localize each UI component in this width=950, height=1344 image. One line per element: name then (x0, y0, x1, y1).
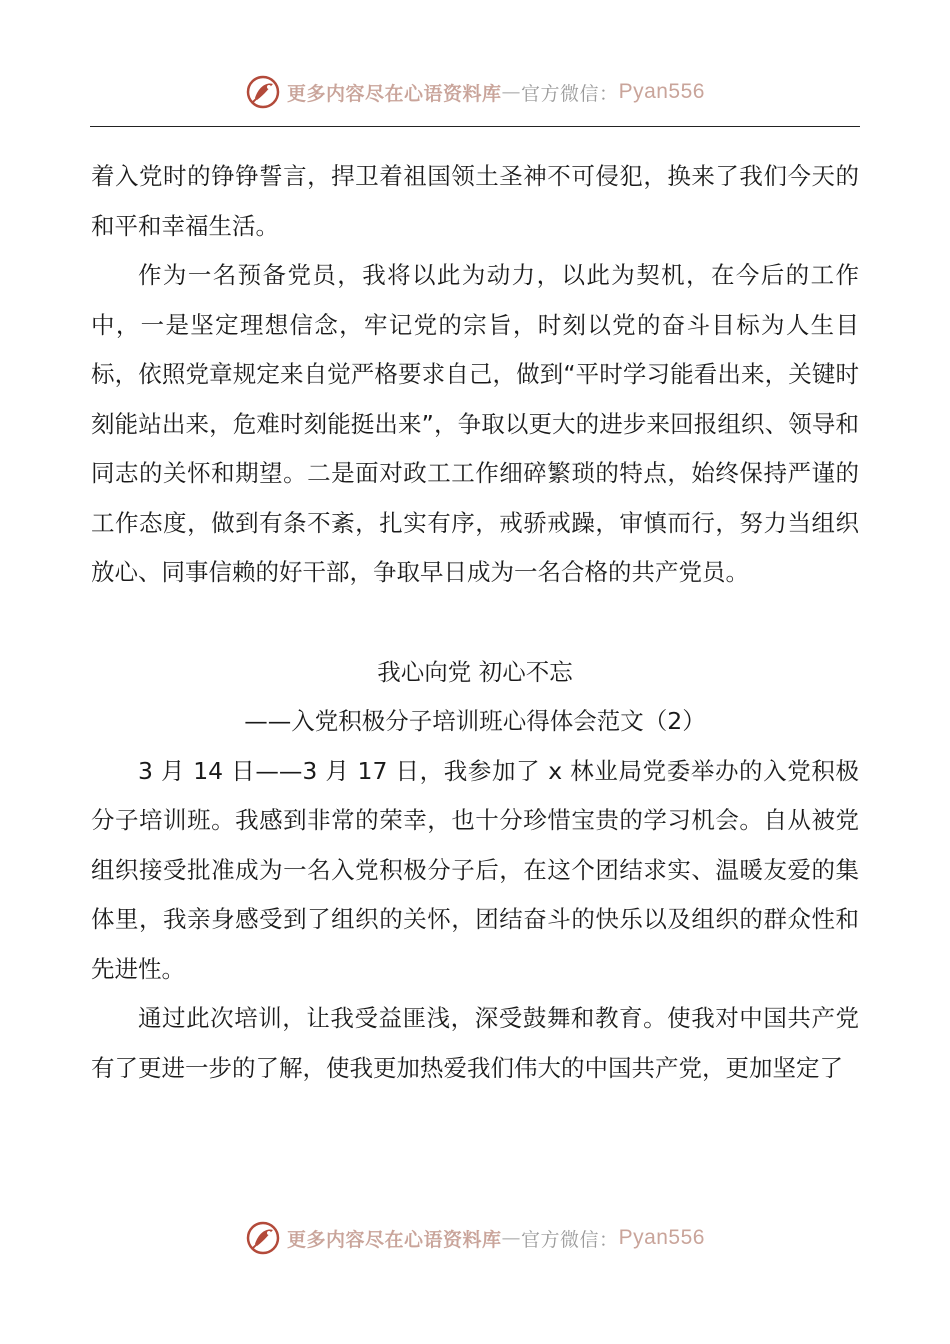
banner-main-text: 更多内容尽在心语资料库 (287, 1228, 502, 1251)
banner-dash: — (501, 81, 522, 103)
banner-wechat-id: Pyan556 (618, 1226, 705, 1249)
banner-dash: — (501, 1227, 522, 1249)
paragraph-4: 通过此次培训，让我受益匪浅，深受鼓舞和教育。使我对中国共产党有了更进一步的了解，使我更加热爱我们伟大的中国共产党，更加坚定了 (91, 1004, 859, 1082)
document-body (91, 152, 859, 1093)
seal-logo-icon (245, 74, 281, 110)
banner-main-text: 更多内容尽在心语资料库 (287, 82, 502, 105)
paragraph-1: 着入党时的铮铮誓言，捍卫着祖国领土圣神不可侵犯，换来了我们今天的和平和幸福生活。 (91, 162, 859, 240)
article-subtitle: ——入党积极分子培训班心得体会范文（2） (244, 707, 706, 735)
banner-official-label: 官方微信： (521, 1228, 619, 1251)
paragraph-2: 作为一名预备党员，我将以此为动力，以此为契机，在今后的工作中，一是坚定理想信念，牢记党的宗旨，时刻以党的奋斗目标为人生目标，依照党章规定来自觉严格要求自己，做到“平时学习能看出来，关键时刻能站出来，危难时刻能挺出来”，争取以更大的进步来回报组织、领导和同志的关怀和期望。二是面对政工工作细碎繁琐的特点，始终保持严谨的工作态度，做到有条不紊，扎实有序，戒骄戒躁，审慎而行，努力当组织放心、同事信赖的好干部，争取早日成为一名合格的共产党员。 (91, 261, 859, 586)
article-title: 我心向党 初心不忘 (377, 657, 573, 686)
seal-logo-icon (245, 1220, 281, 1256)
header-divider (90, 126, 860, 127)
banner-official-label: 官方微信： (521, 82, 619, 105)
paragraph-3: 3 月 14 日——3 月 17 日，我参加了 x 林业局党委举办的入党积极分子培训班。我感到非常的荣幸，也十分珍惜宝贵的学习机会。自从被党组织接受批准成为一名入党积极分子后，在这个团结求实、温暖友爱的集体里，我亲身感受到了组织的关怀，团结奋斗的快乐以及组织的群众性和先进性。 (91, 756, 859, 983)
section-gap (91, 598, 859, 648)
header-banner (0, 72, 950, 112)
footer-banner (0, 1218, 950, 1258)
banner-wechat-id: Pyan556 (618, 80, 705, 103)
